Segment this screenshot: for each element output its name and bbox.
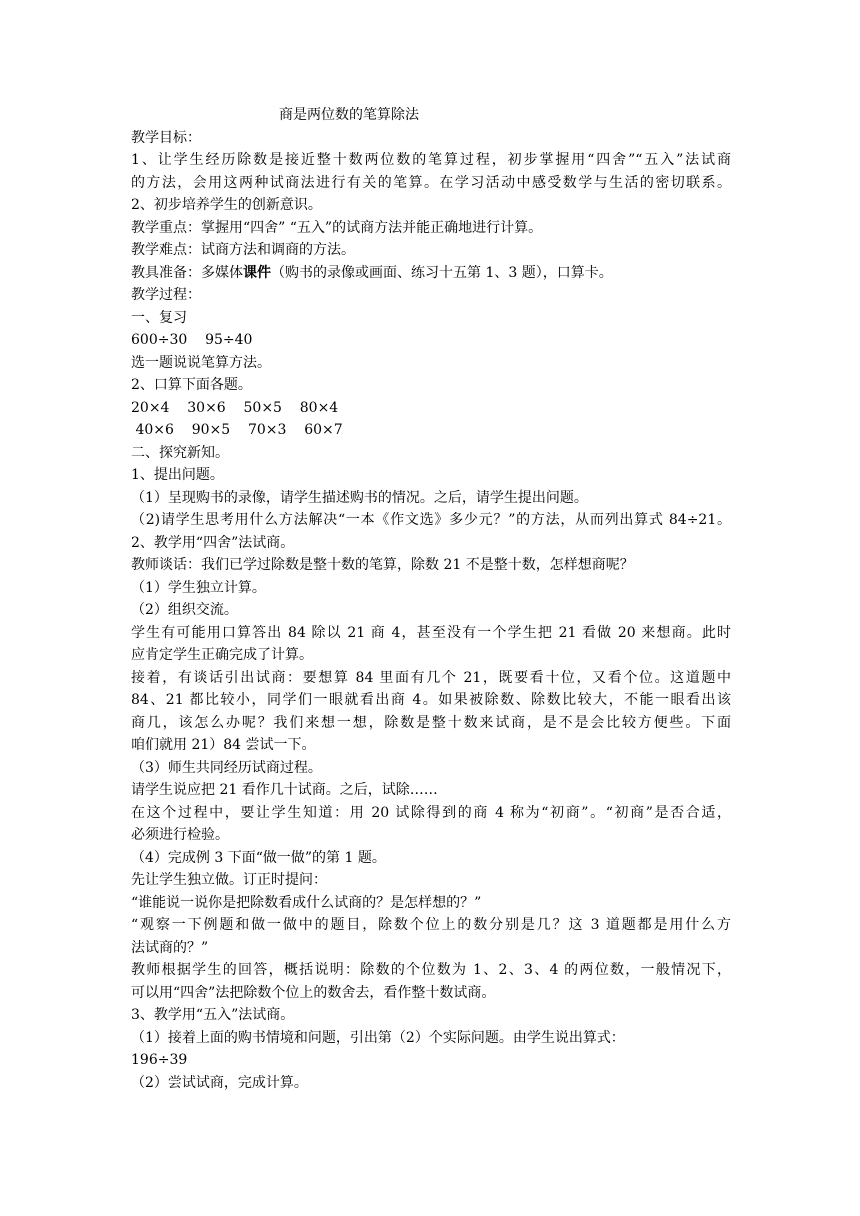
text-line: 教学目标：	[131, 129, 201, 146]
text-line: “观察一下例题和做一做中的题目，除数个位上的数分别是几？这 3 道题都是用什么方	[131, 917, 731, 933]
document-page	[131, 104, 731, 1094]
text-line: 应肯定学生正确完成了计算。	[131, 647, 313, 663]
text-line: 196÷39	[131, 1052, 188, 1068]
text-line: 教师根据学生的回答，概括说明：除数的个位数为 1、2、3、4 的两位数，一般情况下，	[131, 962, 731, 978]
text-line: （2)请学生思考用什么方法解决“一本《作文选》多少元？”的方法，从而列出算式 84÷21。	[131, 512, 731, 528]
tools-prefix: 教具准备：多媒体	[131, 264, 243, 281]
text-line: 2、口算下面各题。	[131, 377, 252, 393]
text-line: 1、让学生经历除数是接近整十数两位数的笔算过程，初步掌握用“四舍”“五入”法试商	[131, 152, 731, 168]
document-title: 商是两位数的笔算除法	[279, 107, 419, 123]
text-line: 600÷30 95÷40	[131, 332, 253, 348]
text-line: 教学难点：试商方法和调商的方法。	[131, 242, 355, 258]
text-line: 3、教学用“五入”法试商。	[131, 1007, 295, 1023]
text-line: 法试商的？”	[131, 939, 209, 956]
text-line: 20×4 30×6 50×5 80×4	[131, 399, 339, 416]
text-line: 咱们就用 21）84 尝试一下。	[131, 737, 316, 753]
text-line: 接着，有谈话引出试商：要想算 84 里面有几个 21，既要看十位，又看个位。这道题中	[131, 669, 731, 686]
text-line: 可以用“四舍”法把除数个位上的数舍去，看作整十数试商。	[131, 984, 496, 1001]
text-line: 必须进行检验。	[131, 827, 229, 843]
text-line: 一、复习	[131, 309, 187, 326]
text-line: 2、初步培养学生的创新意识。	[131, 197, 322, 213]
text-line: 先让学生独立做。订正时提问：	[131, 872, 327, 888]
text-line: “谁能说一说你是把除数看成什么试商的？是怎样想的？”	[131, 894, 482, 911]
text-line: 的方法，会用这两种试商法进行有关的笔算。在学习活动中感受数学与生活的密切联系。	[131, 174, 731, 191]
text-line: 教学重点：掌握用“四舍” “五入”的试商方法并能正确地进行计算。	[131, 219, 543, 236]
tools-suffix: （购书的录像或画面、练习十五第 1、3 题），口算卡。	[271, 264, 613, 281]
text-line: 84、21 都比较小，同学们一眼就看出商 4。如果被除数、除数比较大，不能一眼看出该	[131, 692, 731, 708]
text-line: 商几，该怎么办呢？我们来想一想，除数是整十数来试商，是不是会比较方便些。下面	[131, 714, 731, 731]
text-line: 二、探究新知。	[131, 444, 229, 461]
text-line: （2）尝试试商，完成计算。	[131, 1074, 308, 1091]
text-line: （4）完成例 3 下面“做一做”的第 1 题。	[131, 849, 386, 866]
text-line: 选一题说说笔算方法。	[131, 354, 271, 371]
text-line: 1、提出问题。	[131, 467, 224, 483]
text-line: 40×6 90×5 70×3 60×7	[131, 422, 343, 438]
text-line: 教师谈话：我们已学过除数是整十数的笔算，除数 21 不是整十数，怎样想商呢？	[131, 557, 634, 573]
text-line: （1）呈现购书的录像，请学生描述购书的情况。之后，请学生提出问题。	[131, 489, 588, 506]
text-line: 2、教学用“四舍”法试商。	[131, 534, 295, 551]
text-line: 教学过程：	[131, 287, 201, 303]
text-line: 在这个过程中，要让学生知道：用 20 试除得到的商 4 称为“初商”。“初商”是否合适，	[131, 804, 731, 821]
text-line: （2）组织交流。	[131, 602, 238, 618]
text-line: （3）师生共同经历试商过程。	[131, 759, 322, 776]
text-line: （1）接着上面的购书情境和问题，引出第（2）个实际问题。由学生说出算式：	[131, 1029, 625, 1046]
tools-bold-word: 课件	[243, 264, 271, 281]
text-line: 请学生说应把 21 看作几十试商。之后，试除……	[131, 782, 438, 798]
text-line: 学生有可能用口算答出 84 除以 21 商 4，甚至没有一个学生把 21 看做 20 来想商。此时	[131, 624, 731, 641]
text-line: （1）学生独立计算。	[131, 579, 266, 596]
tools-line	[131, 262, 731, 285]
